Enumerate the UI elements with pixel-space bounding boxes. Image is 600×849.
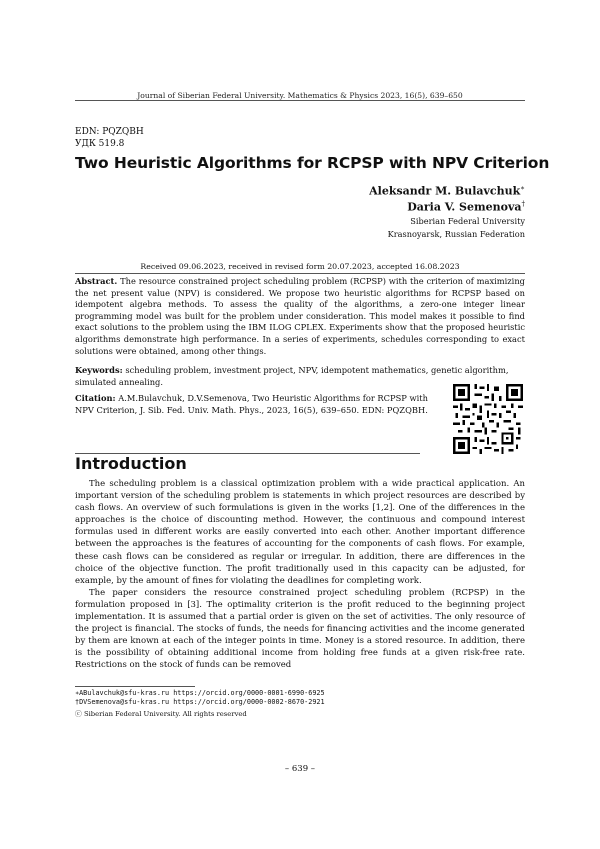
abstract-top-rule bbox=[75, 273, 525, 274]
author-1: Aleksandr M. Bulavchuk∗ bbox=[369, 184, 525, 198]
page-number: – 639 – bbox=[284, 764, 316, 774]
qr-code bbox=[453, 384, 523, 454]
citation-text: A.M.Bulavchuk, D.V.Semenova, Two Heuristic Algorithms for RCPSP with NPV Criterion, J. Sib. Fed. Univ. Math. Phys., 2023, 16(5), 639–650. EDN: PQZQBH. bbox=[75, 393, 428, 415]
edn-label: EDN: PQZQBH bbox=[75, 127, 144, 137]
header-rule bbox=[75, 100, 525, 101]
footnote-author-1: ∗ABulavchuk@sfu-kras.ru https://orcid.org/0000-0001-6990-6925 bbox=[75, 689, 325, 697]
affiliation-university: Siberian Federal University bbox=[410, 216, 525, 226]
abstract bbox=[75, 276, 525, 357]
copyright-notice: ⓒ Siberian Federal University. All rights reserved bbox=[75, 710, 247, 718]
abstract-text: The resource constrained project scheduling problem (RCPSP) with the criterion of maximizing the net present value (NPV) is considered. We propose two heuristic algorithms for RCPSP based on idempotent algebra methods. To assess the quality of the algorithms, a zero-one integer linear programming model was built for the problem under consideration. This model makes it possible to find exact solutions to the problem using the IBM ILOG CPLEX. Experiments show that the proposed heuristic algorithms demonstrate high performance. In a series of experiments, schedules corresponding to exact solutions were obtained, among other things. bbox=[75, 276, 525, 356]
keywords-text: scheduling problem, investment project, NPV, idempotent mathematics, genetic algorithm, simulated annealing. bbox=[75, 365, 509, 387]
abstract-label: Abstract. bbox=[75, 276, 118, 286]
author-2: Daria V. Semenova† bbox=[407, 200, 525, 214]
citation-label: Citation: bbox=[75, 393, 116, 403]
received-dates: Received 09.06.2023, received in revised form 20.07.2023, accepted 16.08.2023 bbox=[140, 262, 460, 271]
introduction-body bbox=[75, 478, 525, 672]
paragraph: The scheduling problem is a classical optimization problem with a wide practical application. An important version of the scheduling problem is statements in which project resources are described by cash flows. An overview of such formulations is given in the works [1,2]. One of the differences in the approaches is the choice of discounting method. However, the continuous and compound interest formulas used in different works are easily converted into each other. Another important difference between the approaches is the features of accounting for the components of cash flows. For example, these cash flows can be considered as regular or irregular. In addition, there are differences in the choice of the objective function. The profit traditionally used in this capacity can be adjusted, for example, by the amount of fines for violating the deadlines for completing work. bbox=[75, 479, 525, 586]
keywords-label: Keywords: bbox=[75, 365, 123, 375]
paragraph: The paper considers the resource constrained project scheduling problem (RCPSP) in the formulation proposed in [3]. The optimality criterion is the profit reduced to the beginning project implementation. It is assumed that a partial order is given on the set of activities. The only resource of the project is financial. The stocks of funds, the needs for financing activities and the income generated by them are known at each of the integer points in time. Money is a stored resource. In addition, there is the possibility of obtaining additional income from holding free funds at a given risk-free rate. Restrictions on the stock of funds can be removed bbox=[75, 587, 525, 671]
footnote-rule bbox=[75, 686, 195, 687]
section-heading-introduction: Introduction bbox=[75, 454, 187, 473]
paper-title: Two Heuristic Algorithms for RCPSP with NPV Criterion bbox=[75, 154, 550, 172]
affiliation-city: Krasnoyarsk, Russian Federation bbox=[387, 229, 525, 239]
running-head: Journal of Siberian Federal University. Mathematics & Physics 2023, 16(5), 639–650 bbox=[137, 91, 463, 100]
footnote-author-2: †DVSemenova@sfu-kras.ru https://orcid.org/0000-0002-8670-2921 bbox=[75, 698, 325, 706]
udk-label: УДК 519.8 bbox=[75, 139, 125, 149]
citation bbox=[75, 393, 440, 416]
